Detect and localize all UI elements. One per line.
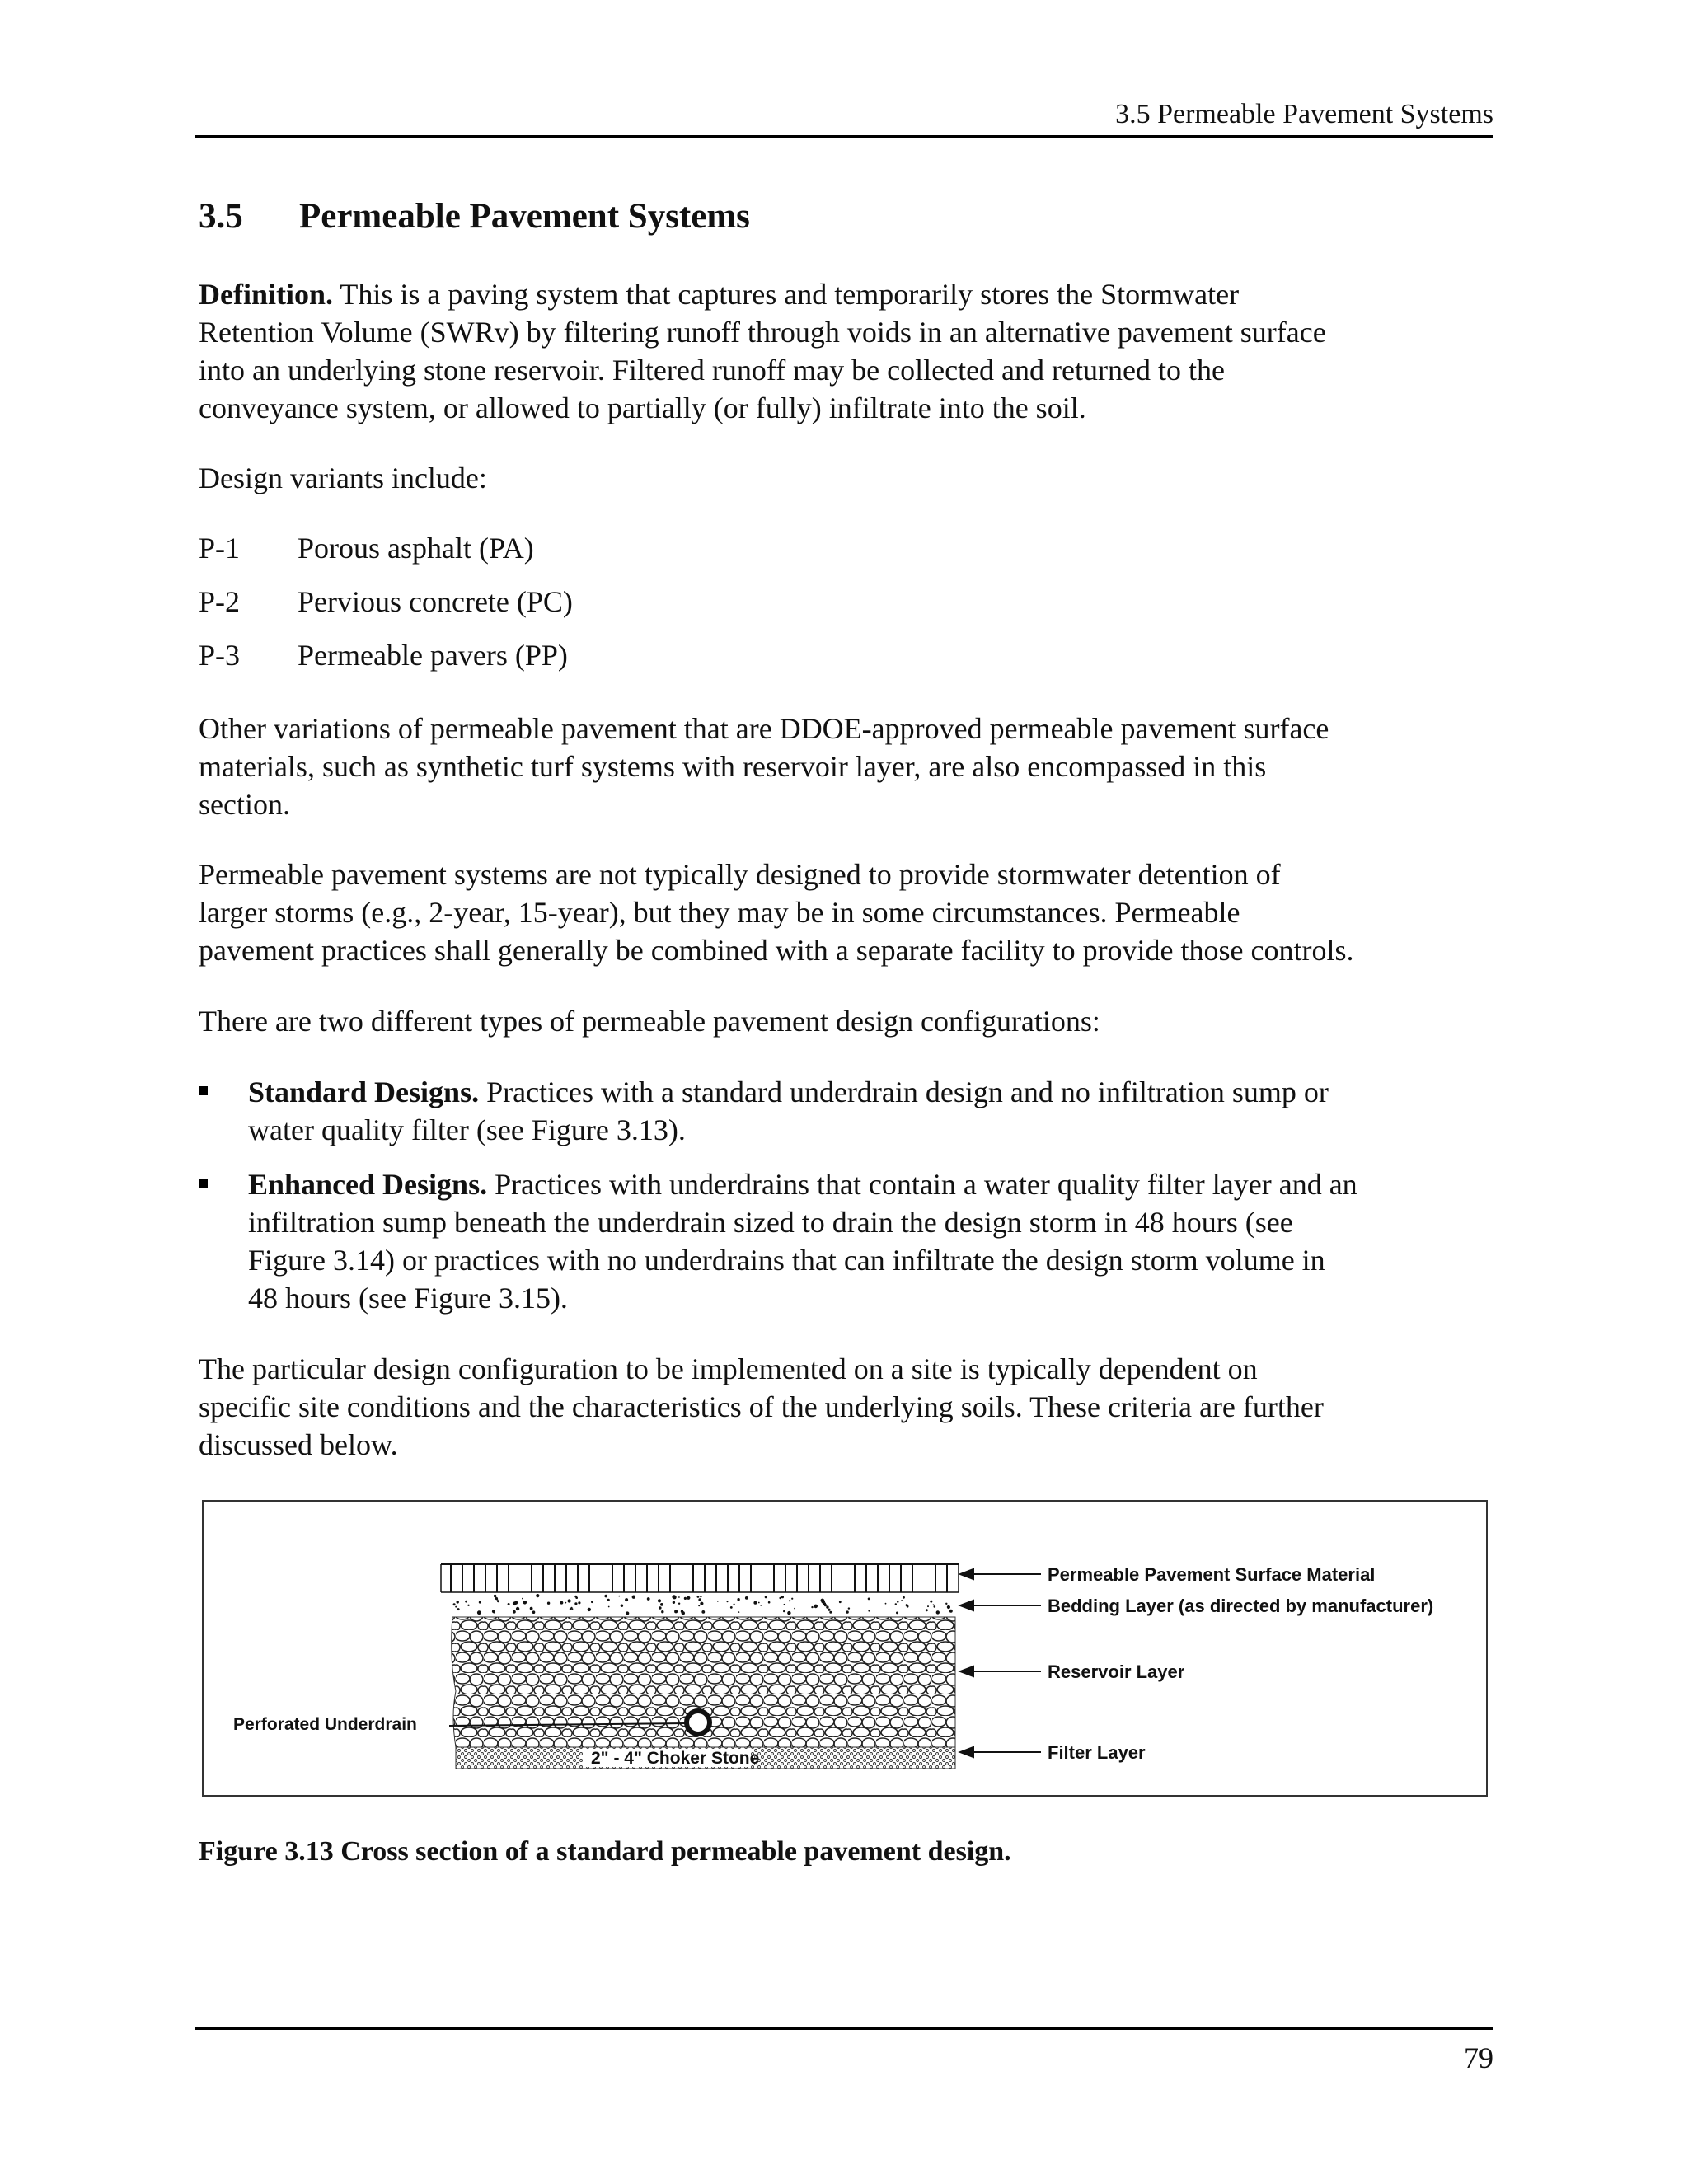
bedding-grain [791,1598,793,1600]
bedding-grain [532,1610,536,1614]
bedding-grain [745,1596,748,1600]
bedding-grain [578,1601,580,1604]
section-number: 3.5 [199,197,243,236]
bedding-grain [698,1598,701,1601]
bullet-standard-designs: Standard Designs. Practices with a standard underdrain design and no infiltration sump or water quality filter (see Figure 3.13). [199,1073,1501,1149]
bedding-layer [453,1594,953,1615]
page-number: 79 [1464,2041,1493,2074]
bedding-grain [727,1601,729,1602]
header-rule [195,135,1493,138]
bedding-grain [697,1596,700,1598]
bedding-grain [760,1605,762,1606]
bedding-grain [626,1611,629,1615]
bedding-grain [497,1600,499,1602]
bedding-grain [781,1596,784,1598]
bedding-grain [571,1608,573,1610]
bedding-grain [868,1610,870,1612]
bedding-grain [717,1601,719,1602]
bedding-grain [508,1603,510,1605]
label-leaders [960,1569,1041,1757]
bedding-grain [814,1605,818,1609]
bedding-grain [765,1596,767,1599]
bedding-grain [701,1610,705,1614]
bedding-grain [927,1605,929,1607]
bedding-grain [868,1598,870,1601]
filter-layer-label: Filter Layer [1048,1742,1146,1763]
variant-item-p1: P-1 Porous asphalt (PA) [199,532,534,565]
bedding-grain [945,1603,947,1605]
bedding-grain [658,1599,661,1602]
bedding-grain [753,1601,757,1605]
variants-intro: Design variants include: [199,462,487,494]
bedding-grain [457,1608,460,1610]
bedding-grain [787,1611,790,1615]
reservoir-layer-label: Reservoir Layer [1048,1661,1185,1682]
bedding-grain [647,1597,650,1601]
bedding-grain [698,1605,700,1606]
bedding-grain [896,1612,898,1615]
other-variations-paragraph: Other variations of permeable pavement that are DDOE-approved permeable pavement surface materials, such as synthetic turf systems with reservoir layer, are also encompassed in this section. [199,712,1329,821]
bedding-grain [588,1608,591,1611]
bedding-grain [758,1602,760,1604]
bedding-grain [687,1596,690,1600]
bedding-grain [783,1610,785,1612]
bedding-grain [846,1610,848,1613]
bedding-grain [568,1599,571,1602]
bedding-grain [930,1601,932,1603]
bedding-grain [779,1597,781,1599]
bedding-grain [493,1611,495,1613]
bullet-marker [199,1086,208,1095]
bedding-grain [453,1603,456,1605]
bedding-grain [674,1610,678,1613]
bedding-grain [933,1604,935,1605]
bedding-grain [789,1600,790,1601]
bedding-grain [618,1596,620,1597]
bedding-grain [673,1601,675,1604]
bedding-grain [828,1609,830,1611]
bedding-grain [885,1603,887,1605]
definition-lead: Definition. [199,278,334,311]
bedding-grain [848,1607,850,1609]
bedding-grain [547,1602,550,1605]
bedding-grain [514,1601,518,1605]
bedding-grain [457,1601,459,1603]
bedding-grain [513,1610,516,1614]
bedding-grain [811,1606,813,1608]
bedding-grain [734,1604,735,1605]
bedding-grain [621,1605,623,1607]
bedding-grain [607,1599,610,1601]
section-title-text: Permeable Pavement Systems [299,197,750,236]
bedding-grain [737,1598,739,1601]
definition-paragraph: Definition. This is a paving system that captures and temporarily stores the Stormwater Retention Volume (SWRv) by filtering runoff through voids in an alternative pavement surface into an underlying stone reservoir. Filtered runoff may be collected and returned to the conveyance system, or allowed to partially (or fully) infiltrate into the soil. [199,278,1326,424]
variant-item-p2: P-2 Pervious concrete (PC) [199,585,573,618]
bedding-grain [536,1594,539,1597]
types-intro: There are two different types of permeable pavement design configurations: [199,1005,1100,1038]
bedding-grain [768,1601,771,1604]
bedding-grain [826,1605,828,1608]
bedding-grain [903,1596,905,1599]
configuration-paragraph: The particular design configuration to be implemented on a site is typically dependent on specific site conditions and the characteristics of the underlying soils. These criteria are further discussed below. [199,1352,1324,1461]
bullet-enhanced-designs: Enhanced Designs. Practices with underdrains that contain a water quality filter layer and an infiltration sump beneath the underdrain sized to drain the design storm in 48 hours (see Figure 3.14) or practices with no underdrains that can infiltrate the design storm volume in 48 hours (see Figure 3.15). [199,1165,1501,1317]
bedding-grain [604,1595,607,1598]
cross-section-figure [202,1500,1488,1797]
bedding-grain [516,1607,519,1610]
bedding-grain [522,1598,523,1600]
bedding-grain [565,1602,566,1604]
bedding-grain [591,1601,593,1604]
bedding-grain [465,1601,467,1603]
running-header: 3.5 Permeable Pavement Systems [1115,99,1493,129]
bedding-grain [897,1601,898,1602]
bullet-marker [199,1179,208,1188]
detention-paragraph: Permeable pavement systems are not typically designed to provide stormwater detention of larger storms (e.g., 2-year, 15-year), but they may be in some circumstances. Permeable pavement practices shall generally be combined with a separate facility to provide those controls. [199,858,1354,967]
bedding-grain [496,1599,498,1601]
bedding-grain [560,1601,564,1605]
bedding-grain [661,1610,663,1613]
bedding-grain [678,1603,680,1605]
bedding-layer-label: Bedding Layer (as directed by manufacturer) [1048,1596,1434,1616]
bedding-grain [477,1610,481,1615]
bedding-grain [608,1606,610,1608]
bedding-grain [574,1602,577,1605]
bedding-grain [678,1596,680,1598]
bedding-grain [784,1604,785,1605]
bedding-grain [794,1608,795,1610]
bedding-grain [730,1606,733,1609]
bedding-grain [632,1596,635,1599]
choker-stone-label: 2" - 4" Choker Stone [591,1749,760,1768]
bedding-grain [738,1611,740,1613]
footer-rule [195,2027,1493,2030]
cross-section-diagram [204,1502,1489,1798]
bedding-grain [575,1596,578,1599]
bedding-grain [948,1607,950,1609]
bedding-grain [479,1601,481,1604]
bedding-grain [672,1595,676,1599]
bedding-grain [700,1596,701,1597]
bedding-grain [684,1597,687,1600]
bedding-grain [901,1600,903,1601]
bedding-grain [839,1601,842,1603]
bedding-grain [907,1605,909,1608]
surface-material-label: Permeable Pavement Surface Material [1048,1564,1376,1585]
figure-caption: Figure 3.13 Cross section of a standard permeable pavement design. [199,1836,1011,1867]
bedding-grain [824,1604,827,1606]
bedding-grain [936,1610,940,1614]
bedding-grain [950,1610,953,1613]
underdrain-label: Perforated Underdrain [233,1715,417,1734]
bedding-grain [660,1603,663,1606]
bedding-grain [455,1606,457,1608]
bedding-grain [530,1607,533,1610]
bedding-grain [659,1606,662,1610]
bedding-grain [523,1601,528,1605]
bedding-grain [570,1608,572,1610]
bedding-grain [829,1611,832,1614]
bedding-grain [926,1609,928,1611]
surface-layer [441,1564,959,1592]
bedding-grain [467,1605,469,1606]
section-title [199,196,750,237]
bedding-grain [682,1611,685,1615]
variant-item-p3: P-3 Permeable pavers (PP) [199,639,568,672]
bedding-grain [934,1605,936,1608]
bedding-grain [625,1598,628,1601]
bedding-grain [700,1602,703,1605]
bedding-grain [895,1603,897,1605]
